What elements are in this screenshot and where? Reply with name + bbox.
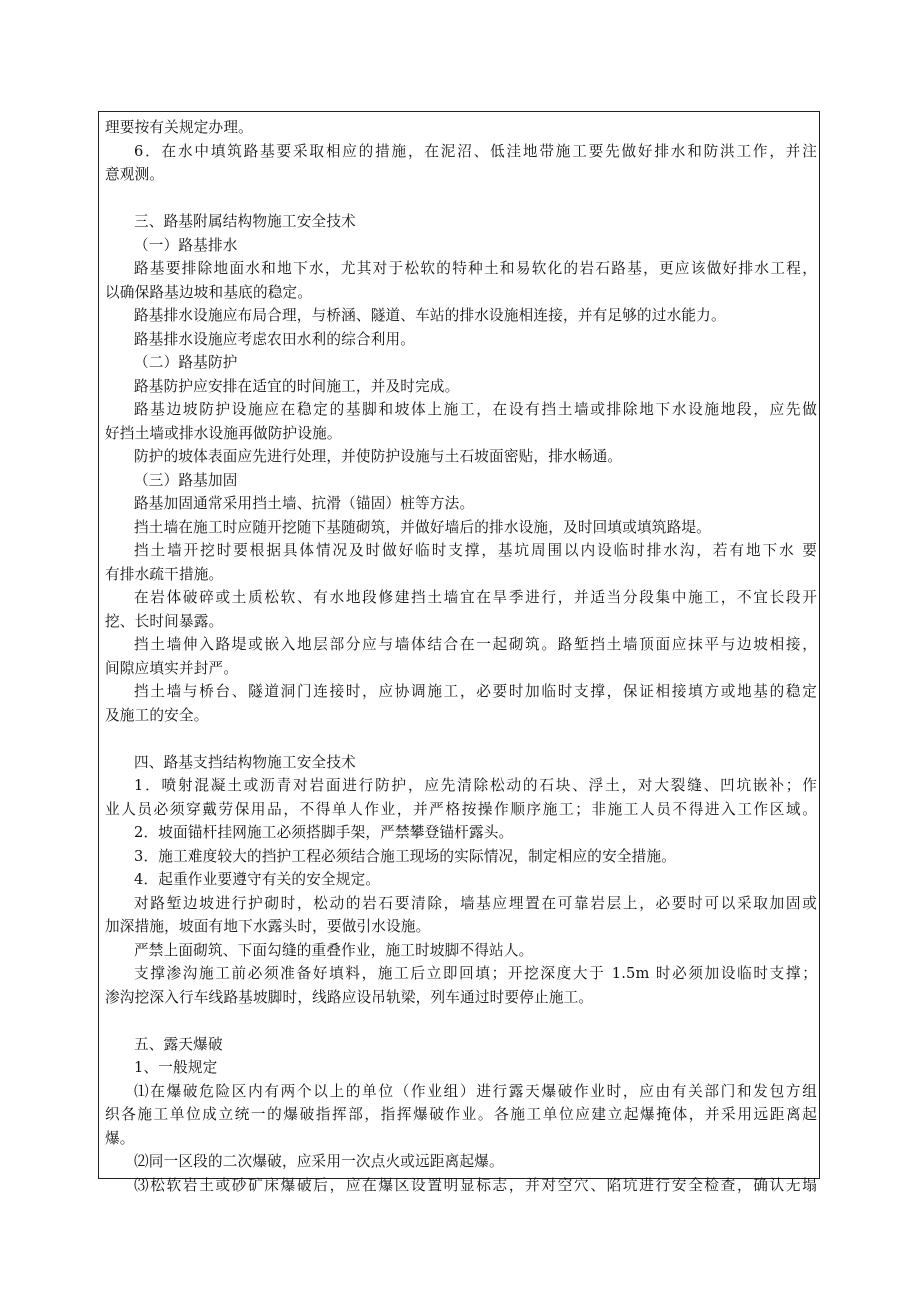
text-line: 支撑渗沟施工前必须准备好填料，施工后立即回填；开挖深度大于 1.5m 时必须加设临时支撑；	[134, 965, 817, 982]
text-line: 意观测。	[105, 166, 165, 183]
text-line: 路基排水设施应布局合理，与桥涵、隧道、车站的排水设施相连接，并有足够的过水能力。	[134, 307, 726, 324]
text-line: 四、路基支挡结构物施工安全技术	[134, 753, 356, 771]
text-line: 挖、长时间暴露。	[105, 612, 224, 630]
text-line: ⑶松软岩土或砂矿床爆破后，应在爆区设置明显标志，并对空穴、陷坑进行安全检查，确认无塌	[134, 1176, 817, 1194]
text-line: 理要按有关规定办理。	[105, 119, 253, 136]
text-line: 挡土墙开挖时要根据具体情况及时做好临时支撑，基坑周围以内设临时排水沟，若有地下水 要	[134, 542, 817, 559]
text-line: 路基边坡防护设施应在稳定的基脚和坡体上施工，在设有挡土墙或排除地下水设施地段，应先做	[134, 401, 817, 418]
text-line: 五、露天爆破	[134, 1035, 223, 1053]
text-line: 路基加固通常采用挡土墙、抗滑（锚固）桩等方法。	[134, 495, 475, 512]
text-line: （一）路基排水	[134, 236, 238, 254]
text-line: 渗沟挖深入行车线路基坡脚时，线路应设吊轨梁，列车通过时要停止施工。	[105, 988, 594, 1006]
text-line: 有排水疏干措施。	[105, 565, 224, 583]
text-line: （二）路基防护	[134, 354, 238, 371]
text-line: 路基防护应安排在适宜的时间施工，并及时完成。	[134, 377, 460, 395]
text-line: 路基排水设施应考虑农田水利的综合利用。	[134, 330, 416, 348]
text-line: 严禁上面砌筑、下面勾缝的重叠作业，施工时坡脚不得站人。	[134, 941, 534, 959]
text-line: 4．起重作业要遵守有关的安全规定。	[134, 871, 381, 888]
text-line: 路基要排除地面水和地下水，尤其对于松软的特种土和易软化的岩石路基，更应该做好排水工程，	[134, 260, 817, 277]
text-line: 在岩体破碎或土质松软、有水地段修建挡土墙宜在旱季进行，并适当分段集中施工，不宜长段开	[134, 589, 817, 606]
text-line: 三、路基附属结构物施工安全技术	[134, 213, 356, 230]
text-line: 好挡土墙或排水设施再做防护设施。	[105, 424, 342, 442]
text-line: 业人员必须穿戴劳保用品，不得单人作业，并严格按操作顺序施工；非施工人员不得进入工作区域。	[105, 800, 817, 818]
text-line: 2．坡面锚杆挂网施工必须搭脚手架，严禁攀登锚杆露头。	[134, 824, 514, 841]
blank-line	[105, 187, 817, 211]
text-line: 加深措施，坡面有地下水露头时，要做引水设施。	[105, 918, 431, 935]
text-line: 对路堑边坡进行护砌时，松动的岩石要清除，墙基应埋置在可靠岩层上，必要时可以采取加固或	[134, 894, 817, 912]
blank-line	[105, 727, 817, 751]
text-line: 织各施工单位成立统一的爆破指挥部，指挥爆破作业。各施工单位应建立起爆掩体，并采用远距离起	[105, 1106, 817, 1123]
text-line: 间隙应填实并封严。	[105, 659, 239, 677]
text-line: ⑵同一区段的二次爆破，应采用一次点火或远距离起爆。	[134, 1153, 504, 1170]
text-line: 挡土墙与桥台、隧道洞门连接时，应协调施工，必要时加临时支撑，保证相接填方或地基的稳定	[134, 683, 817, 700]
text-line: 挡土墙伸入路堤或嵌入地层部分应与墙体结合在一起砌筑。路堑挡土墙顶面应抹平与边坡相接，	[134, 636, 817, 653]
text-line: 以确保路基边坡和基底的稳定。	[105, 283, 313, 301]
document-frame	[98, 111, 820, 1194]
text-line: 6．在水中填筑路基要采取相应的措施，在泥沼、低洼地带施工要先做好排水和防洪工作，并注	[134, 142, 817, 160]
text-line: （三）路基加固	[134, 471, 238, 489]
text-line: 3．施工难度较大的挡护工程必须结合施工现场的实际情况，制定相应的安全措施。	[134, 847, 677, 865]
document-body	[105, 116, 817, 1197]
text-line: 爆。	[105, 1129, 135, 1147]
text-line: ⑴在爆破危险区内有两个以上的单位（作业组）进行露天爆破作业时，应由有关部门和发包方组	[134, 1082, 817, 1100]
text-line: 1．喷射混凝土或沥青对岩面进行防护，应先清除松动的石块、浮土，对大裂缝、凹坑嵌补；作	[134, 777, 817, 794]
text-line: 防护的坡体表面应先进行处理，并使防护设施与土石坡面密贴，排水畅通。	[134, 448, 623, 465]
blank-line	[105, 1009, 817, 1033]
text-line: 及施工的安全。	[105, 706, 209, 724]
text-line: 1、一般规定	[134, 1059, 218, 1076]
text-line: 挡土墙在施工时应随开挖随下基随砌筑，并做好墙后的排水设施，及时回填或填筑路堤。	[134, 518, 711, 536]
